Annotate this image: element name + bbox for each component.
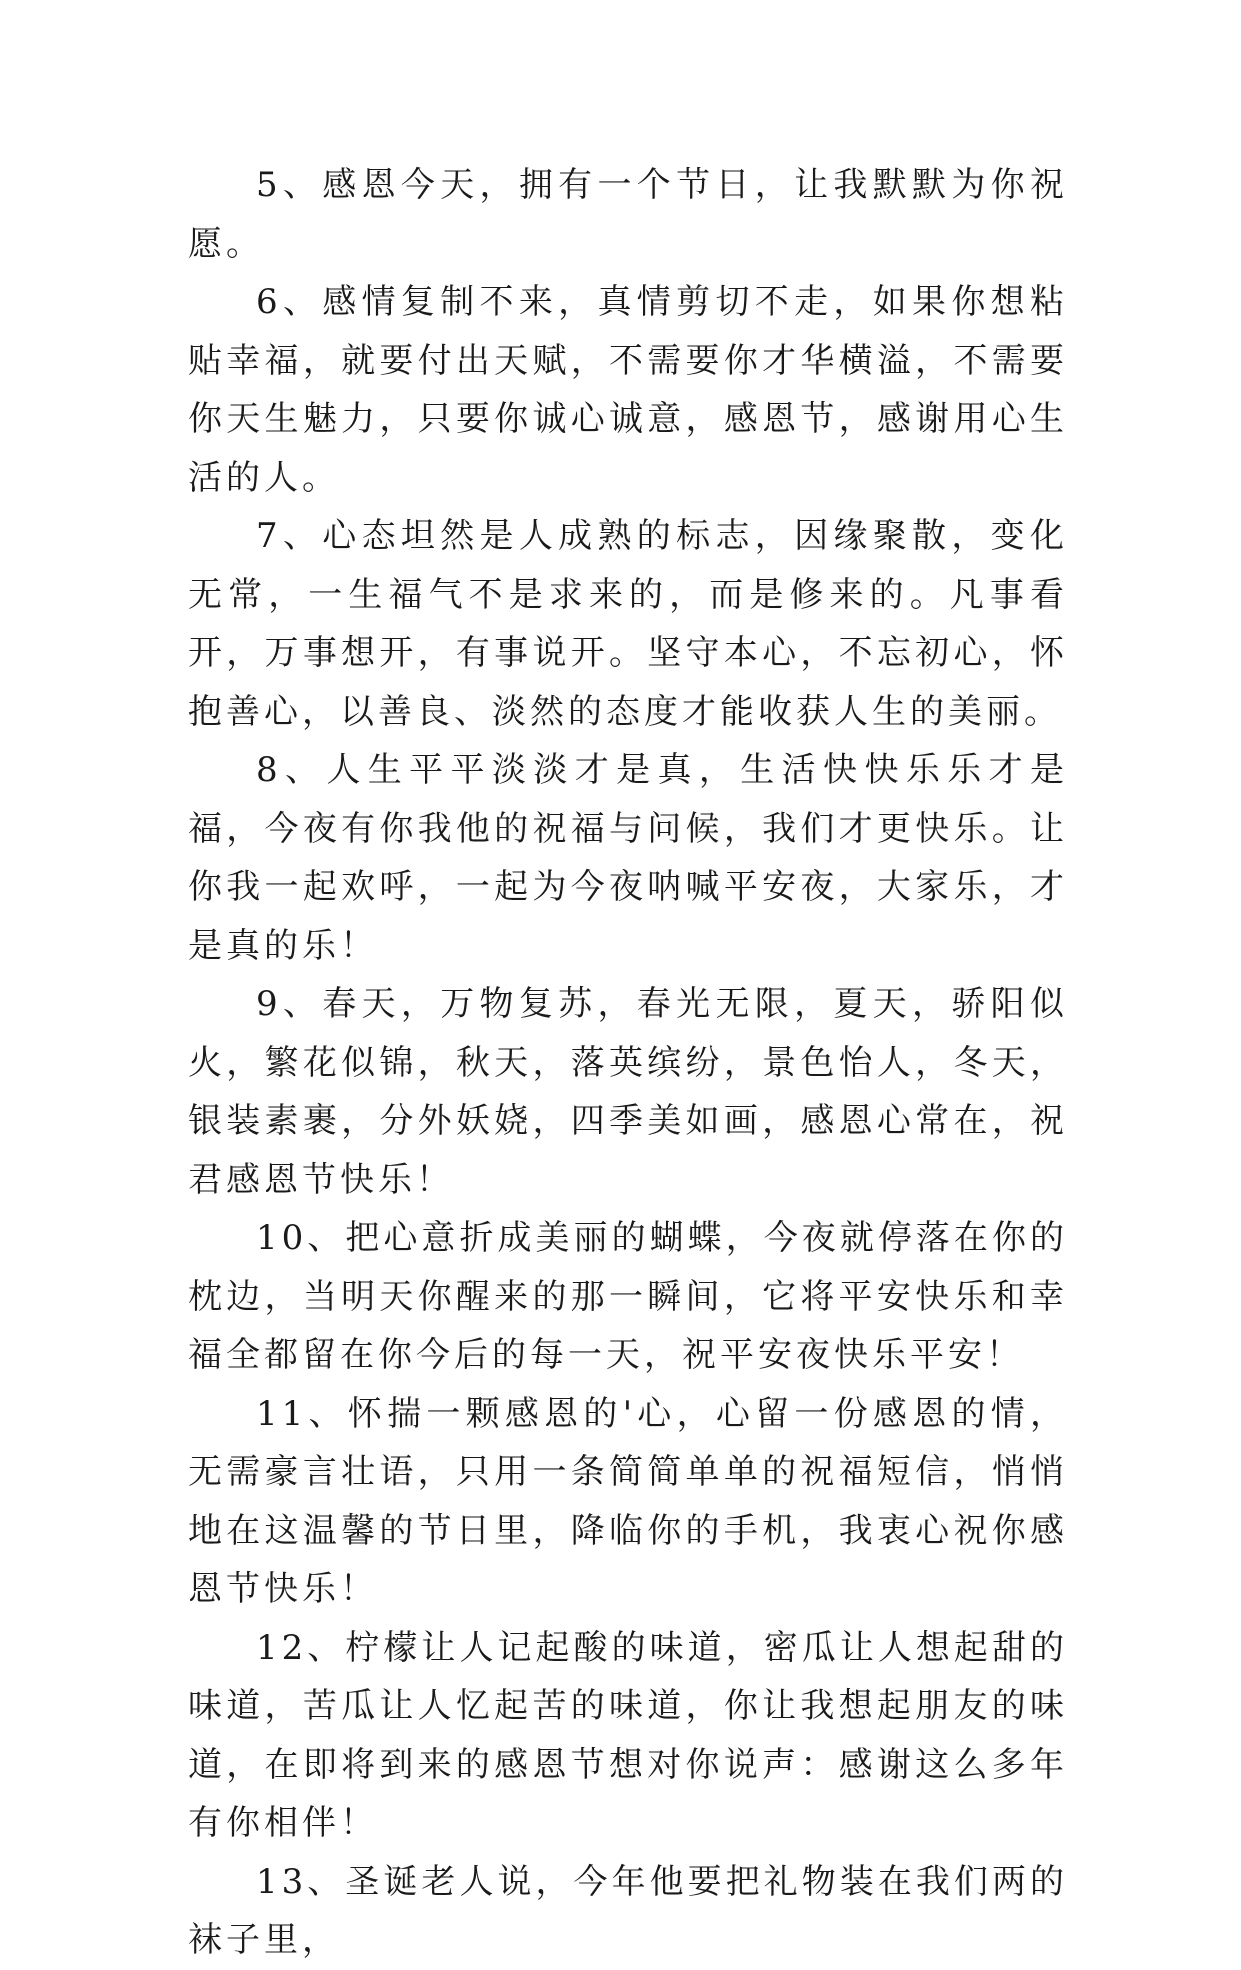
paragraph-10: 10、把心意折成美丽的蝴蝶，今夜就停落在你的枕边，当明天你醒来的那一瞬间，它将平安快乐和幸福全都留在你今后的每一天，祝平安夜快乐平安！	[188, 1218, 1068, 1375]
paragraph-6: 6、感情复制不来，真情剪切不走，如果你想粘贴幸福，就要付出天赋，不需要你才华横溢，不需要你天生魅力，只要你诚心诚意，感恩节，感谢用心生活的人。	[188, 282, 1068, 498]
paragraph-5: 5、感恩今天，拥有一个节日，让我默默为你祝愿。	[188, 165, 1068, 264]
body-text	[188, 156, 1068, 1970]
paragraph-11: 11、怀揣一颗感恩的'心，心留一份感恩的情，无需豪言壮语，只用一条简简单单的祝福短信，悄悄地在这温馨的节日里，降临你的手机，我衷心祝你感恩节快乐！	[188, 1393, 1068, 1609]
paragraph-7: 7、心态坦然是人成熟的标志，因缘聚散，变化无常，一生福气不是求来的，而是修来的。凡事看开，万事想开，有事说开。坚守本心，不忘初心，怀抱善心，以善良、淡然的态度才能收获人生的美丽。	[188, 516, 1068, 732]
paragraph-13: 13、圣诞老人说，今年他要把礼物装在我们两的袜子里，	[188, 1861, 1068, 1960]
paragraph-9: 9、春天，万物复苏，春光无限，夏天，骄阳似火，繁花似锦，秋天，落英缤纷，景色怡人，冬天，银装素裹，分外妖娆，四季美如画，感恩心常在，祝君感恩节快乐！	[188, 984, 1068, 1200]
paragraph-12: 12、柠檬让人记起酸的味道，密瓜让人想起甜的味道，苦瓜让人忆起苦的味道，你让我想起朋友的味道，在即将到来的感恩节想对你说声：感谢这么多年有你相伴！	[188, 1627, 1068, 1843]
paragraph-8: 8、人生平平淡淡才是真，生活快快乐乐才是福，今夜有你我他的祝福与问候，我们才更快乐。让你我一起欢呼，一起为今夜呐喊平安夜，大家乐，才是真的乐！	[188, 750, 1068, 966]
